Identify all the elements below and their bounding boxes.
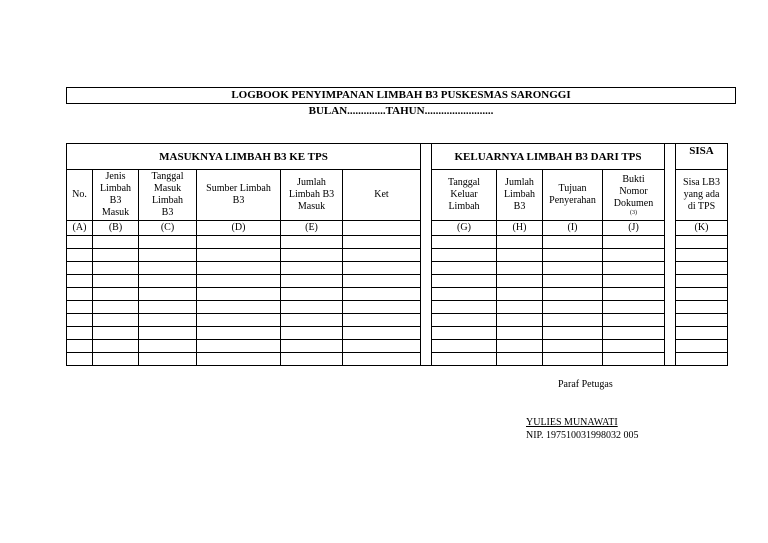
table-row — [67, 249, 728, 262]
col-header-jumlah-keluar: Jumlah Limbah B3 — [497, 170, 543, 221]
col-header-ket: Ket — [343, 170, 421, 221]
table-row — [67, 314, 728, 327]
col-letter: (I) — [543, 221, 603, 236]
col-letter: (K) — [676, 221, 728, 236]
col-letter: (J) — [603, 221, 665, 236]
col-letter — [343, 221, 421, 236]
bukti-note: (3) — [630, 209, 637, 216]
col-header-sisa-lb3: Sisa LB3 yang ada di TPS — [676, 170, 728, 221]
table-row — [67, 353, 728, 366]
officer-name: YULIES MUNAWATI — [526, 417, 618, 428]
section-masuk: MASUKNYA LIMBAH B3 KE TPS — [67, 144, 421, 170]
period-line: BULAN..............TAHUN......................... — [308, 105, 494, 117]
col-letter: (H) — [497, 221, 543, 236]
col-header-tanggal-keluar: Tanggal Keluar Limbah — [432, 170, 497, 221]
col-header-jenis: Jenis Limbah B3 Masuk — [93, 170, 139, 221]
table-row — [67, 327, 728, 340]
col-header-jumlah-masuk: Jumlah Limbah B3 Masuk — [281, 170, 343, 221]
logbook-table — [66, 143, 728, 366]
col-letter: (B) — [93, 221, 139, 236]
section-separator — [421, 144, 432, 366]
table-row — [67, 301, 728, 314]
section-separator — [665, 144, 676, 366]
table-row — [67, 275, 728, 288]
table-row — [67, 288, 728, 301]
table-row — [67, 340, 728, 353]
logbook-title: LOGBOOK PENYIMPANAN LIMBAH B3 PUSKESMAS SARONGGI — [66, 87, 736, 104]
col-header-tujuan: Tujuan Penyerahan — [543, 170, 603, 221]
col-letter: (C) — [139, 221, 197, 236]
section-keluar: KELUARNYA LIMBAH B3 DARI TPS — [432, 144, 665, 170]
col-letter: (A) — [67, 221, 93, 236]
officer-nip: NIP. 197510031998032 005 — [526, 430, 639, 441]
col-header-tanggal-masuk: Tanggal Masuk Limbah B3 — [139, 170, 197, 221]
section-sisa: SISA — [676, 144, 728, 170]
col-letter: (E) — [281, 221, 343, 236]
col-header-no: No. — [67, 170, 93, 221]
col-header-sumber: Sumber Limbah B3 — [197, 170, 281, 221]
col-letter: (G) — [432, 221, 497, 236]
table-row — [67, 262, 728, 275]
signature-label: Paraf Petugas — [558, 379, 613, 390]
col-letter: (D) — [197, 221, 281, 236]
table-row — [67, 236, 728, 249]
col-header-bukti: Bukti Nomor Dokumen (3) — [603, 170, 665, 221]
